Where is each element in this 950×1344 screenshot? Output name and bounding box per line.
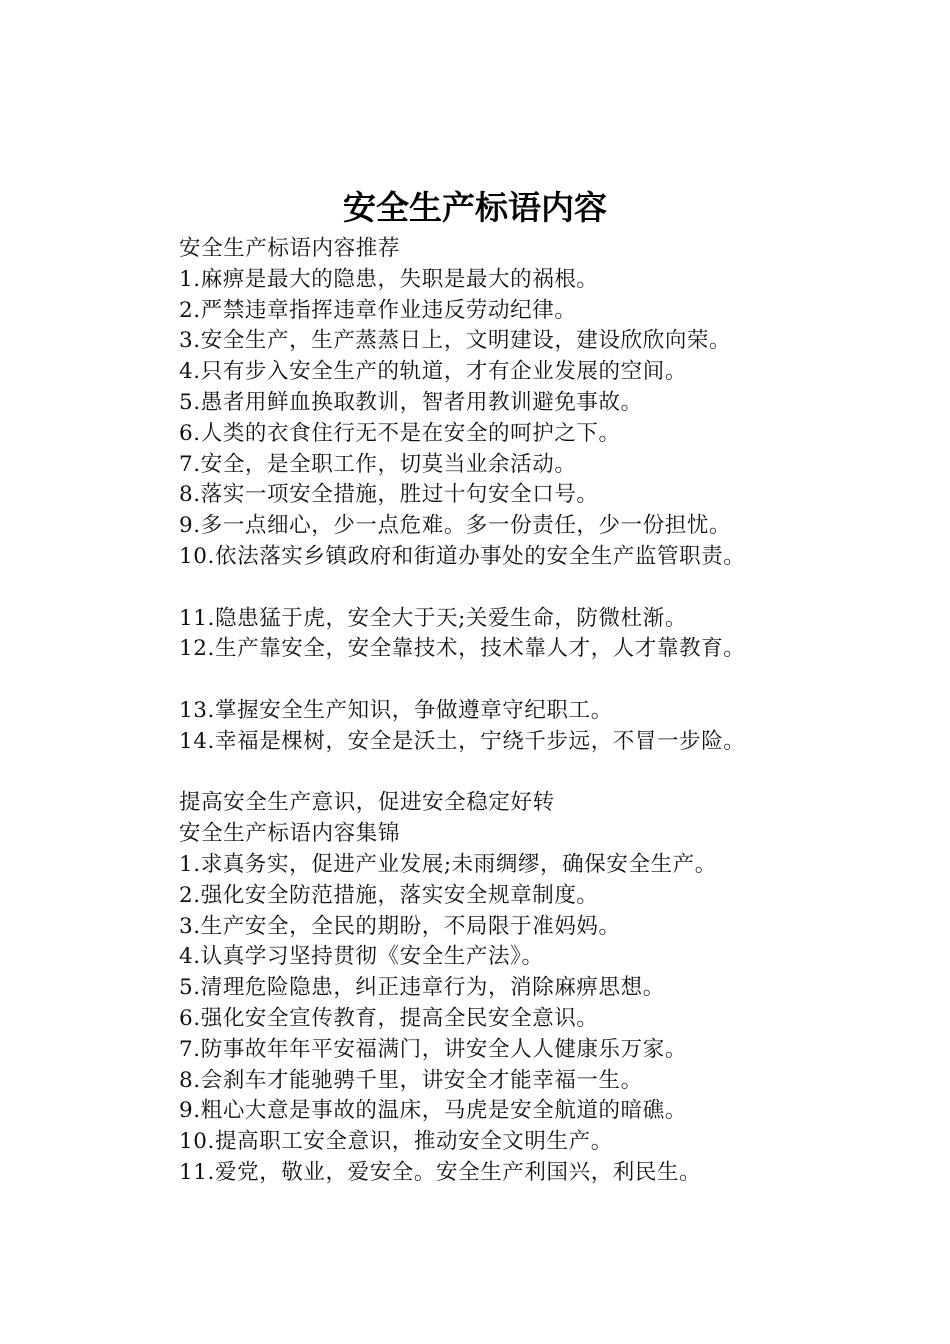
slogan-line: 7.防事故年年平安福满门，讲安全人人健康乐万家。 (179, 1036, 687, 1062)
slogan-line: 9.多一点细心，少一点危难。多一份责任，少一份担忧。 (179, 513, 732, 539)
slogan-line: 7.安全，是全职工作，切莫当业余活动。 (179, 451, 577, 477)
slogan-line: 4.认真学习坚持贯彻《安全生产法》。 (179, 944, 544, 970)
slogan-line: 13.掌握安全生产知识，争做遵章守纪职工。 (179, 697, 613, 723)
slogan-line: 10.依法落实乡镇政府和街道办事处的安全生产监管职责。 (179, 543, 746, 569)
section-heading: 安全生产标语内容推荐 (179, 236, 401, 261)
section-heading: 安全生产标语内容集锦 (179, 821, 401, 847)
slogan-line: 3.安全生产，生产蒸蒸日上，文明建设，建设欣欣向荣。 (179, 328, 732, 354)
section-heading: 提高安全生产意识，促进安全稳定好转 (179, 790, 555, 816)
slogan-line: 8.会刹车才能驰骋千里，讲安全才能幸福一生。 (179, 1067, 643, 1093)
slogan-line: 2.强化安全防范措施，落实安全规章制度。 (179, 882, 599, 908)
slogan-line: 3.生产安全，全民的期盼，不局限于准妈妈。 (179, 913, 621, 939)
slogan-line: 6.人类的衣食住行无不是在安全的呵护之下。 (179, 420, 621, 446)
blank-line (179, 573, 939, 604)
blank-line (179, 758, 939, 789)
slogan-line: 2.严禁违章指挥违章作业违反劳动纪律。 (179, 297, 577, 323)
blank-line (179, 665, 939, 696)
document-body (179, 234, 939, 1189)
slogan-line: 4.只有步入安全生产的轨道，才有企业发展的空间。 (179, 359, 687, 385)
slogan-line: 12.生产靠安全，安全靠技术，技术靠人才，人才靠教育。 (179, 636, 746, 662)
document-title: 安全生产标语内容 (343, 188, 607, 227)
slogan-line: 11.隐患猛于虎，安全大于天;关爱生命，防微杜渐。 (179, 605, 687, 631)
slogan-line: 1.求真务实，促进产业发展;未雨绸缪，确保安全生产。 (179, 851, 717, 877)
slogan-line: 5.清理危险隐患，纠正违章行为，消除麻痹思想。 (179, 975, 665, 1001)
slogan-line: 10.提高职工安全意识，推动安全文明生产。 (179, 1129, 613, 1155)
slogan-line: 6.强化安全宣传教育，提高全民安全意识。 (179, 1005, 599, 1031)
slogan-line: 1.麻痹是最大的隐患，失职是最大的祸根。 (179, 266, 599, 292)
slogan-line: 5.愚者用鲜血换取教训，智者用教训避免事故。 (179, 389, 643, 415)
slogan-line: 9.粗心大意是事故的温床，马虎是安全航道的暗礁。 (179, 1098, 687, 1124)
slogan-line: 14.幸福是棵树，安全是沃土，宁绕千步远，不冒一步险。 (179, 728, 746, 754)
slogan-line: 8.落实一项安全措施，胜过十句安全口号。 (179, 482, 599, 508)
slogan-line: 11.爱党，敬业，爱安全。安全生产利国兴，利民生。 (179, 1159, 702, 1185)
